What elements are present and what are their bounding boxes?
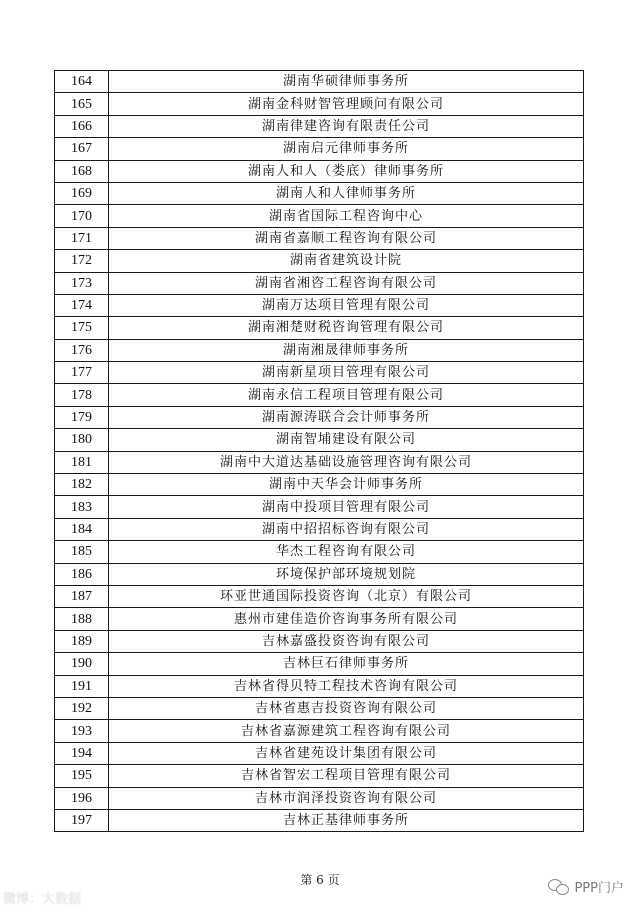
table-row: [55, 362, 584, 384]
company-name: 吉林省智宏工程项目管理有限公司: [109, 765, 584, 787]
company-name: 湖南金科财智管理顾问有限公司: [109, 93, 584, 115]
company-name: 吉林省得贝特工程技术咨询有限公司: [109, 675, 584, 697]
table-row: [55, 518, 584, 540]
company-name: 湖南省建筑设计院: [109, 250, 584, 272]
table-row: [55, 205, 584, 227]
row-number: 180: [55, 429, 109, 451]
row-number: 182: [55, 474, 109, 496]
company-name: 环亚世通国际投资咨询（北京）有限公司: [109, 585, 584, 607]
row-number: 194: [55, 742, 109, 764]
row-number: 165: [55, 93, 109, 115]
row-number: 176: [55, 339, 109, 361]
table-row: [55, 787, 584, 809]
table-row: [55, 160, 584, 182]
table-row: [55, 720, 584, 742]
company-name: 吉林省建苑设计集团有限公司: [109, 742, 584, 764]
table-row: [55, 406, 584, 428]
table-row: [55, 765, 584, 787]
row-number: 179: [55, 406, 109, 428]
company-name: 湖南湘晟律师事务所: [109, 339, 584, 361]
table-row: [55, 742, 584, 764]
table-row: [55, 608, 584, 630]
company-table: [54, 70, 584, 832]
company-name: 吉林巨石律师事务所: [109, 653, 584, 675]
table-row: [55, 250, 584, 272]
row-number: 177: [55, 362, 109, 384]
table-row: [55, 384, 584, 406]
table-row: [55, 809, 584, 831]
watermark-right: [548, 877, 624, 896]
table-row: [55, 294, 584, 316]
table-row: [55, 653, 584, 675]
table-row: [55, 272, 584, 294]
table-row: [55, 541, 584, 563]
company-name: 湖南中招招标咨询有限公司: [109, 518, 584, 540]
table-row: [55, 675, 584, 697]
row-number: 167: [55, 138, 109, 160]
row-number: 186: [55, 563, 109, 585]
table-row: [55, 71, 584, 93]
company-name: 湖南中天华会计师事务所: [109, 474, 584, 496]
company-name: 湖南源涛联合会计师事务所: [109, 406, 584, 428]
wechat-icon: [548, 879, 570, 895]
row-number: 197: [55, 809, 109, 831]
table-row: [55, 339, 584, 361]
row-number: 175: [55, 317, 109, 339]
company-name: 湖南人和人（娄底）律师事务所: [109, 160, 584, 182]
table-row: [55, 93, 584, 115]
table-row: [55, 630, 584, 652]
row-number: 170: [55, 205, 109, 227]
row-number: 187: [55, 585, 109, 607]
company-name: 湖南华硕律师事务所: [109, 71, 584, 93]
row-number: 178: [55, 384, 109, 406]
row-number: 169: [55, 182, 109, 204]
table-row: [55, 227, 584, 249]
company-name: 湖南中投项目管理有限公司: [109, 496, 584, 518]
table-row: [55, 317, 584, 339]
watermark-left: 微博：大数据: [3, 892, 82, 907]
row-number: 174: [55, 294, 109, 316]
row-number: 189: [55, 630, 109, 652]
company-name: 湖南永信工程项目管理有限公司: [109, 384, 584, 406]
row-number: 184: [55, 518, 109, 540]
row-number: 171: [55, 227, 109, 249]
row-number: 196: [55, 787, 109, 809]
row-number: 192: [55, 697, 109, 719]
page-number: 第 6 页: [300, 873, 340, 887]
row-number: 185: [55, 541, 109, 563]
company-name: 吉林市润泽投资咨询有限公司: [109, 787, 584, 809]
company-name: 吉林嘉盛投资咨询有限公司: [109, 630, 584, 652]
watermark-right-label: PPP门户: [574, 881, 624, 896]
company-name: 湖南人和人律师事务所: [109, 182, 584, 204]
company-name: 湖南省嘉顺工程咨询有限公司: [109, 227, 584, 249]
row-number: 188: [55, 608, 109, 630]
company-name: 吉林省惠吉投资咨询有限公司: [109, 697, 584, 719]
company-name: 湖南省国际工程咨询中心: [109, 205, 584, 227]
company-name: 湖南律建咨询有限责任公司: [109, 115, 584, 137]
row-number: 172: [55, 250, 109, 272]
row-number: 166: [55, 115, 109, 137]
company-name: 湖南新星项目管理有限公司: [109, 362, 584, 384]
company-name: 吉林正基律师事务所: [109, 809, 584, 831]
company-name: 惠州市建佳造价咨询事务所有限公司: [109, 608, 584, 630]
company-name: 华杰工程咨询有限公司: [109, 541, 584, 563]
row-number: 191: [55, 675, 109, 697]
company-name: 湖南省湘咨工程咨询有限公司: [109, 272, 584, 294]
table-row: [55, 451, 584, 473]
row-number: 193: [55, 720, 109, 742]
row-number: 190: [55, 653, 109, 675]
company-name: 湖南湘楚财税咨询管理有限公司: [109, 317, 584, 339]
company-table-body: [55, 71, 584, 832]
table-row: [55, 585, 584, 607]
row-number: 164: [55, 71, 109, 93]
row-number: 181: [55, 451, 109, 473]
row-number: 168: [55, 160, 109, 182]
company-name: 湖南万达项目管理有限公司: [109, 294, 584, 316]
company-name: 湖南智埔建设有限公司: [109, 429, 584, 451]
table-row: [55, 474, 584, 496]
table-row: [55, 138, 584, 160]
company-name: 湖南启元律师事务所: [109, 138, 584, 160]
row-number: 183: [55, 496, 109, 518]
table-row: [55, 429, 584, 451]
table-row: [55, 697, 584, 719]
company-name: 湖南中大道达基础设施管理咨询有限公司: [109, 451, 584, 473]
row-number: 195: [55, 765, 109, 787]
table-row: [55, 115, 584, 137]
table-row: [55, 182, 584, 204]
table-row: [55, 496, 584, 518]
company-name: 吉林省嘉源建筑工程咨询有限公司: [109, 720, 584, 742]
table-row: [55, 563, 584, 585]
company-name: 环境保护部环境规划院: [109, 563, 584, 585]
row-number: 173: [55, 272, 109, 294]
